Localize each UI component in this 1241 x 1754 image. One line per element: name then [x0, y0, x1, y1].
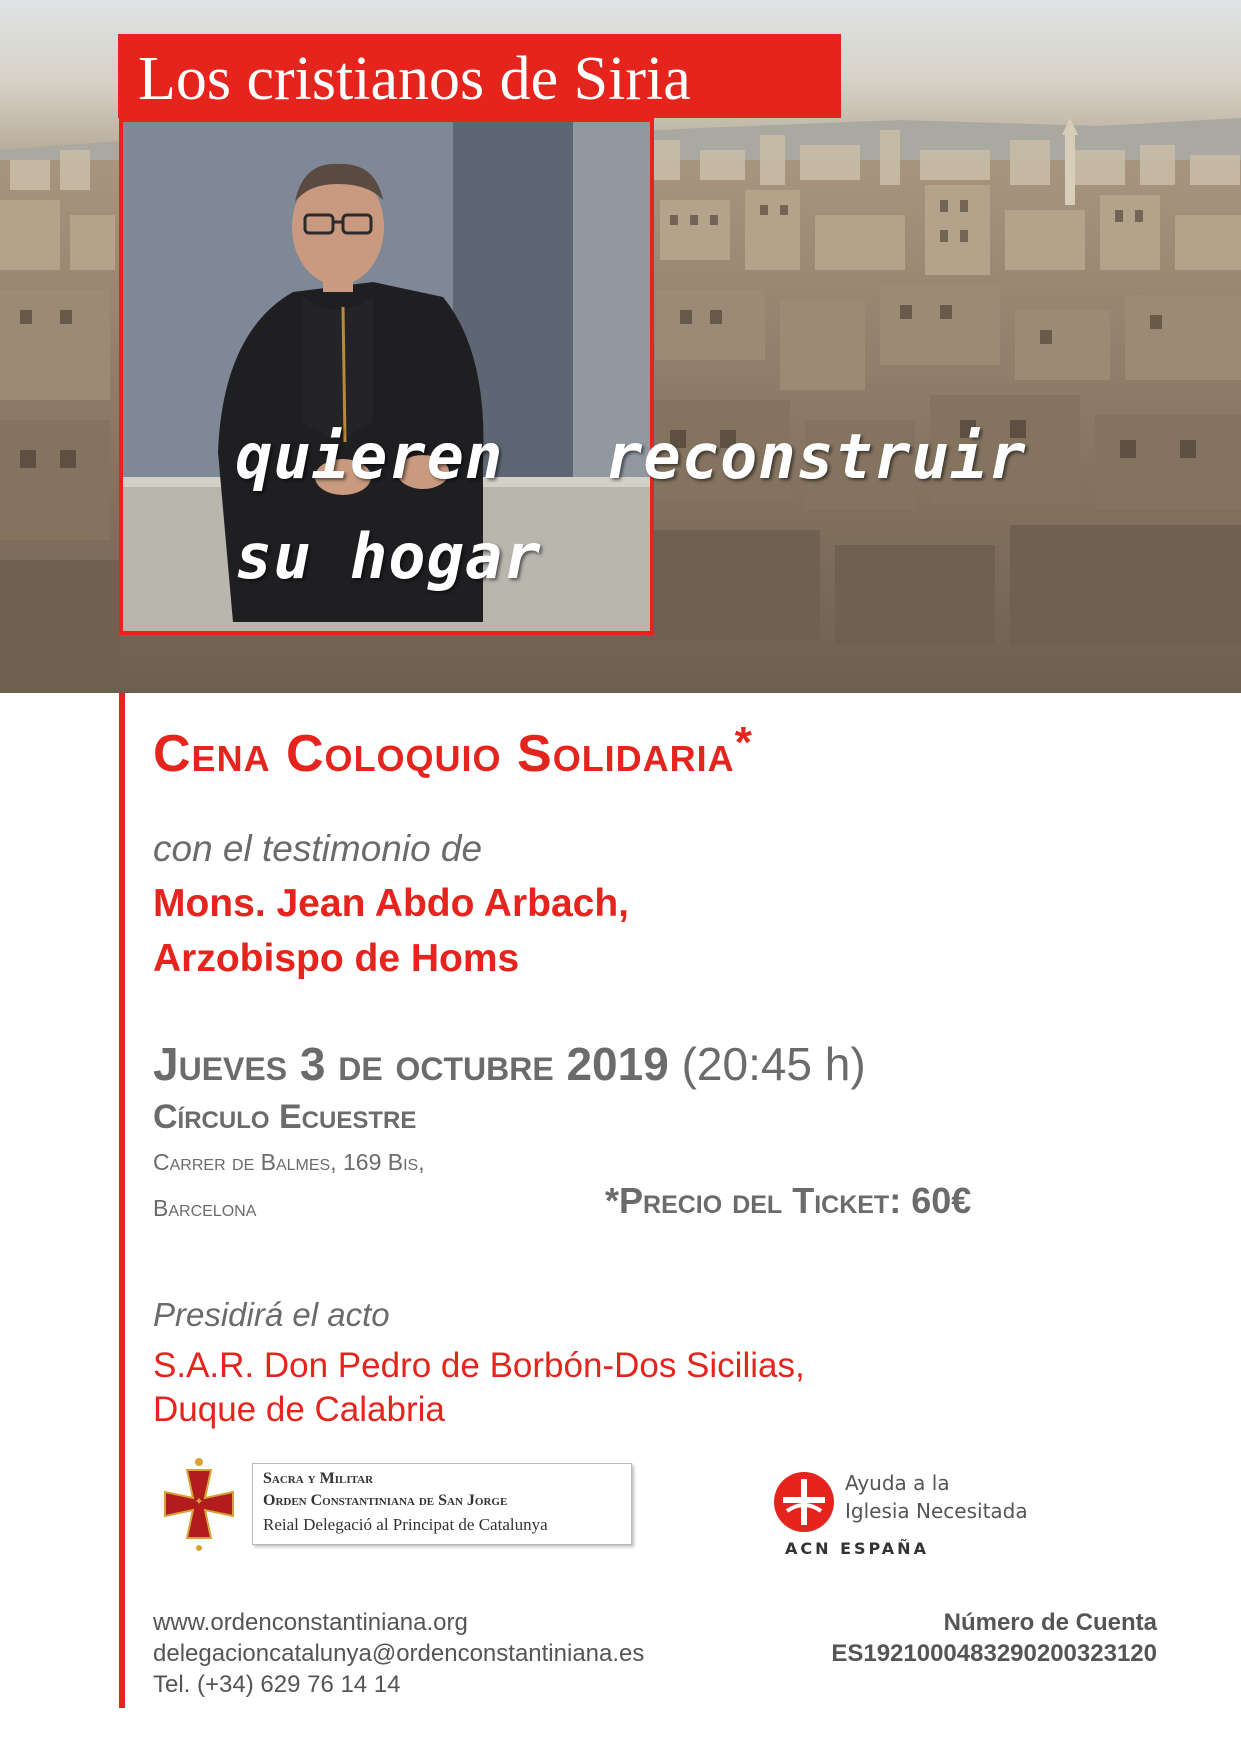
acn-cross-icon	[773, 1471, 835, 1533]
order-name-box	[252, 1463, 632, 1545]
account-label: Número de Cuenta	[943, 1609, 1157, 1636]
speaker-role: Arzobispo de Homs	[153, 937, 520, 980]
svg-text:✦: ✦	[194, 1496, 204, 1508]
poster-title: Los cristianos de Siria	[138, 45, 691, 113]
date-time: (20:45 h)	[681, 1038, 866, 1090]
constantinian-order-logo	[149, 1456, 635, 1553]
event-title	[153, 718, 753, 784]
event-title-text: Cena Coloquio Solidaria	[153, 725, 735, 783]
acn-line3: ACN ESPAÑA	[785, 1539, 929, 1558]
ticket-price	[605, 1180, 971, 1222]
slogan-word-quieren: quieren	[235, 420, 504, 493]
order-line3: Reial Delegació al Principat de Catalunya	[263, 1515, 548, 1534]
presided-intro: Presidirá el acto	[153, 1296, 390, 1333]
acn-line2: Iglesia Necesitada	[845, 1499, 1028, 1523]
footer-email[interactable]: delegacioncatalunya@ordenconstantiniana.es	[153, 1640, 645, 1667]
venue-address-line2: Barcelona	[153, 1195, 257, 1221]
footer-phone: Tel. (+34) 629 76 14 14	[153, 1671, 401, 1698]
event-date	[153, 1037, 866, 1091]
cross-emblem-icon	[149, 1456, 249, 1553]
order-line1: Sacra y Militar	[263, 1470, 374, 1487]
price-value: 60€	[911, 1180, 972, 1221]
venue-name: Círculo Ecuestre	[153, 1098, 417, 1136]
speaker-name: Mons. Jean Abdo Arbach,	[153, 882, 629, 925]
presider-name: S.A.R. Don Pedro de Borbón-Dos Sicilias,	[153, 1346, 805, 1385]
date-year: 2019	[566, 1038, 669, 1090]
account-number: ES1921000483290200323120	[831, 1640, 1157, 1667]
left-accent-bar	[119, 693, 125, 1708]
date-month: de octubre	[338, 1038, 554, 1090]
price-label: *Precio del Ticket:	[605, 1180, 902, 1221]
acn-logo	[773, 1469, 1033, 1564]
slogan-su-hogar: su hogar	[235, 520, 542, 593]
hero-photo	[0, 0, 1241, 693]
event-title-asterisk: *	[734, 718, 753, 767]
order-line2: Orden Constantiniana de San Jorge	[263, 1492, 508, 1509]
presider-title: Duque de Calabria	[153, 1390, 445, 1429]
slogan-word-reconstruir: reconstruir	[605, 420, 1027, 493]
date-day: Jueves 3	[153, 1038, 326, 1090]
acn-line1: Ayuda a la	[845, 1471, 950, 1495]
footer-website[interactable]: www.ordenconstantiniana.org	[153, 1609, 468, 1636]
venue-address-line1: Carrer de Balmes, 169 Bis,	[153, 1149, 425, 1175]
testimony-intro: con el testimonio de	[153, 828, 483, 869]
